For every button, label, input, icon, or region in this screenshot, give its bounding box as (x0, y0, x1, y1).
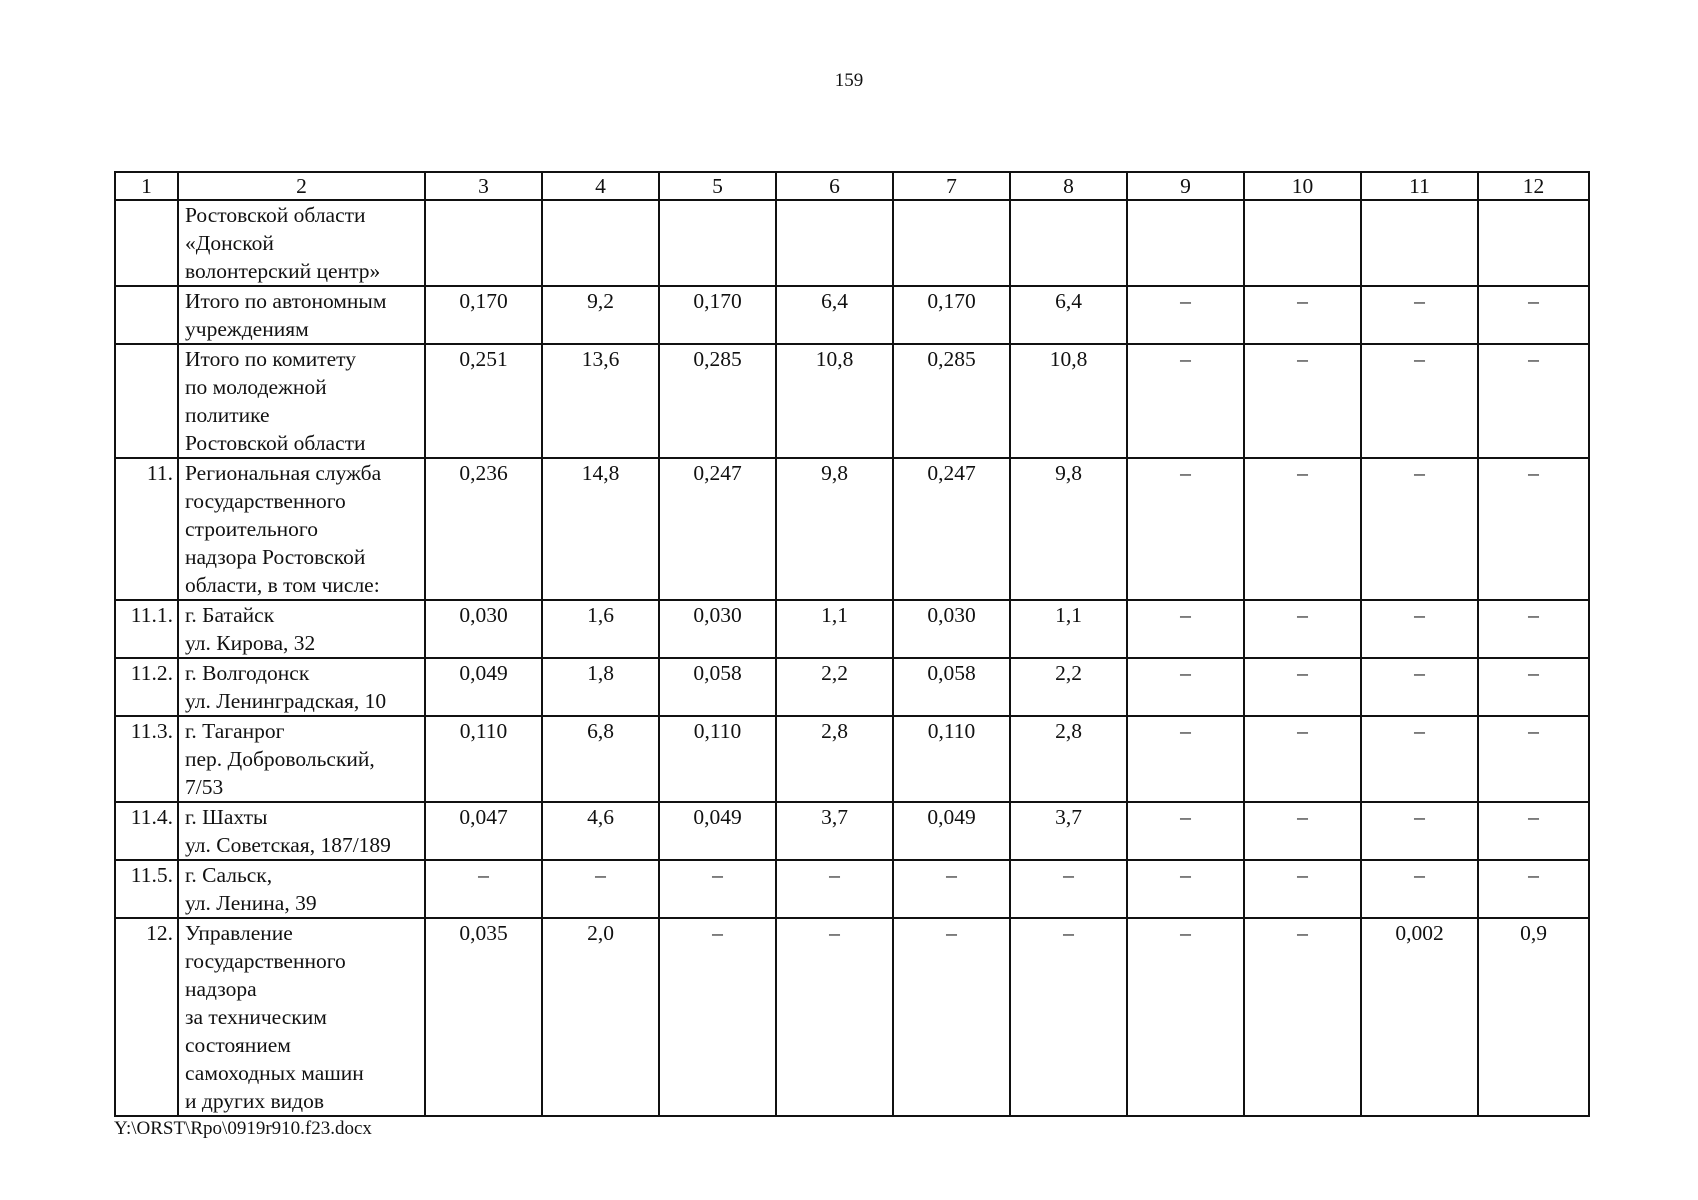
file-path: Y:\ORST\Rpo\0919r910.f23.docx (114, 1118, 372, 1139)
value-cell-col-7 (893, 200, 1010, 286)
value-cell-col-4: 1,6 (542, 600, 659, 658)
value-cell-col-12: – (1478, 286, 1589, 344)
value-cell-col-11: – (1361, 600, 1478, 658)
row-number-cell: 11.2. (115, 658, 178, 716)
value-cell-col-4: 2,0 (542, 918, 659, 1116)
value-cell-col-6: – (776, 918, 893, 1116)
row-name-cell: Итого по комитету по молодежной политике Ростовской области (178, 344, 425, 458)
row-name-cell: г. Шахты ул. Советская, 187/189 (178, 802, 425, 860)
header-cell: 9 (1127, 172, 1244, 200)
header-cell: 10 (1244, 172, 1361, 200)
value-cell-col-4: 9,2 (542, 286, 659, 344)
value-cell-col-9: – (1127, 600, 1244, 658)
value-cell-col-9: – (1127, 658, 1244, 716)
value-cell-col-8: 3,7 (1010, 802, 1127, 860)
value-cell-col-11 (1361, 200, 1478, 286)
value-cell-col-5 (659, 200, 776, 286)
table-row (115, 344, 1589, 458)
value-cell-col-3: – (425, 860, 542, 918)
value-cell-col-7: 0,247 (893, 458, 1010, 600)
value-cell-col-11: – (1361, 286, 1478, 344)
header-cell: 3 (425, 172, 542, 200)
row-name-cell: г. Волгодонск ул. Ленинградская, 10 (178, 658, 425, 716)
value-cell-col-6: 1,1 (776, 600, 893, 658)
value-cell-col-5: 0,285 (659, 344, 776, 458)
value-cell-col-7: 0,110 (893, 716, 1010, 802)
value-cell-col-4: 14,8 (542, 458, 659, 600)
row-number-cell: 11. (115, 458, 178, 600)
value-cell-col-5: – (659, 860, 776, 918)
value-cell-col-3: 0,049 (425, 658, 542, 716)
value-cell-col-9: – (1127, 344, 1244, 458)
value-cell-col-10: – (1244, 658, 1361, 716)
value-cell-col-4: 1,8 (542, 658, 659, 716)
value-cell-col-6: 9,8 (776, 458, 893, 600)
value-cell-col-11: – (1361, 658, 1478, 716)
value-cell-col-12: – (1478, 458, 1589, 600)
value-cell-col-9: – (1127, 716, 1244, 802)
value-cell-col-7: – (893, 860, 1010, 918)
table-row (115, 658, 1589, 716)
value-cell-col-11: – (1361, 458, 1478, 600)
value-cell-col-4 (542, 200, 659, 286)
value-cell-col-10: – (1244, 458, 1361, 600)
value-cell-col-10: – (1244, 860, 1361, 918)
value-cell-col-5: 0,030 (659, 600, 776, 658)
table-row (115, 802, 1589, 860)
value-cell-col-11: – (1361, 802, 1478, 860)
value-cell-col-12: – (1478, 860, 1589, 918)
table-row (115, 600, 1589, 658)
value-cell-col-3: 0,047 (425, 802, 542, 860)
value-cell-col-12: – (1478, 658, 1589, 716)
value-cell-col-8: 9,8 (1010, 458, 1127, 600)
header-cell: 11 (1361, 172, 1478, 200)
value-cell-col-12: 0,9 (1478, 918, 1589, 1116)
value-cell-col-10 (1244, 200, 1361, 286)
header-cell: 12 (1478, 172, 1589, 200)
value-cell-col-4: – (542, 860, 659, 918)
value-cell-col-3: 0,110 (425, 716, 542, 802)
value-cell-col-6: 6,4 (776, 286, 893, 344)
row-number-cell: 12. (115, 918, 178, 1116)
row-name-cell: Региональная служба государственного строительного надзора Ростовской области, в том числе: (178, 458, 425, 600)
value-cell-col-11: – (1361, 860, 1478, 918)
value-cell-col-5: 0,049 (659, 802, 776, 860)
row-number-cell: 11.3. (115, 716, 178, 802)
value-cell-col-5: 0,058 (659, 658, 776, 716)
value-cell-col-8: 6,4 (1010, 286, 1127, 344)
value-cell-col-7: 0,170 (893, 286, 1010, 344)
value-cell-col-6: 2,8 (776, 716, 893, 802)
value-cell-col-3: 0,236 (425, 458, 542, 600)
value-cell-col-5: – (659, 918, 776, 1116)
value-cell-col-10: – (1244, 716, 1361, 802)
header-cell: 2 (178, 172, 425, 200)
value-cell-col-10: – (1244, 802, 1361, 860)
header-row (115, 172, 1589, 200)
value-cell-col-3: 0,035 (425, 918, 542, 1116)
value-cell-col-6: – (776, 860, 893, 918)
value-cell-col-8 (1010, 200, 1127, 286)
value-cell-col-5: 0,110 (659, 716, 776, 802)
value-cell-col-10: – (1244, 600, 1361, 658)
value-cell-col-12 (1478, 200, 1589, 286)
value-cell-col-9: – (1127, 860, 1244, 918)
table-row (115, 458, 1589, 600)
page-number: 159 (834, 70, 864, 91)
table-row (115, 716, 1589, 802)
row-name-cell: Ростовской области «Донской волонтерский центр» (178, 200, 425, 286)
value-cell-col-6: 2,2 (776, 658, 893, 716)
row-name-cell: г. Таганрог пер. Добровольский, 7/53 (178, 716, 425, 802)
value-cell-col-8: 2,2 (1010, 658, 1127, 716)
value-cell-col-6: 10,8 (776, 344, 893, 458)
value-cell-col-6 (776, 200, 893, 286)
header-cell: 6 (776, 172, 893, 200)
table-row (115, 286, 1589, 344)
value-cell-col-6: 3,7 (776, 802, 893, 860)
value-cell-col-8: 10,8 (1010, 344, 1127, 458)
value-cell-col-9: – (1127, 802, 1244, 860)
table-row (115, 918, 1589, 1116)
value-cell-col-4: 13,6 (542, 344, 659, 458)
value-cell-col-12: – (1478, 802, 1589, 860)
table-row (115, 860, 1589, 918)
row-number-cell: 11.5. (115, 860, 178, 918)
header-cell: 7 (893, 172, 1010, 200)
value-cell-col-10: – (1244, 344, 1361, 458)
value-cell-col-8: 1,1 (1010, 600, 1127, 658)
row-name-cell: г. Батайск ул. Кирова, 32 (178, 600, 425, 658)
value-cell-col-11: – (1361, 344, 1478, 458)
table-body (115, 172, 1589, 1116)
value-cell-col-8: – (1010, 860, 1127, 918)
value-cell-col-3 (425, 200, 542, 286)
data-table (114, 171, 1590, 1117)
value-cell-col-7: 0,049 (893, 802, 1010, 860)
header-cell: 8 (1010, 172, 1127, 200)
value-cell-col-10: – (1244, 918, 1361, 1116)
value-cell-col-9 (1127, 200, 1244, 286)
value-cell-col-7: 0,285 (893, 344, 1010, 458)
value-cell-col-10: – (1244, 286, 1361, 344)
value-cell-col-11: 0,002 (1361, 918, 1478, 1116)
value-cell-col-8: – (1010, 918, 1127, 1116)
table-row (115, 200, 1589, 286)
value-cell-col-4: 4,6 (542, 802, 659, 860)
header-cell: 5 (659, 172, 776, 200)
value-cell-col-5: 0,247 (659, 458, 776, 600)
value-cell-col-9: – (1127, 286, 1244, 344)
header-cell: 1 (115, 172, 178, 200)
row-name-cell: Итого по автономным учреждениям (178, 286, 425, 344)
row-name-cell: Управление государственного надзора за техническим состоянием самоходных машин и других видов (178, 918, 425, 1116)
value-cell-col-3: 0,170 (425, 286, 542, 344)
value-cell-col-11: – (1361, 716, 1478, 802)
row-number-cell (115, 344, 178, 458)
value-cell-col-3: 0,030 (425, 600, 542, 658)
value-cell-col-4: 6,8 (542, 716, 659, 802)
row-number-cell (115, 286, 178, 344)
value-cell-col-9: – (1127, 918, 1244, 1116)
value-cell-col-7: 0,030 (893, 600, 1010, 658)
value-cell-col-12: – (1478, 600, 1589, 658)
value-cell-col-7: – (893, 918, 1010, 1116)
value-cell-col-9: – (1127, 458, 1244, 600)
value-cell-col-7: 0,058 (893, 658, 1010, 716)
header-cell: 4 (542, 172, 659, 200)
value-cell-col-12: – (1478, 344, 1589, 458)
value-cell-col-3: 0,251 (425, 344, 542, 458)
row-number-cell (115, 200, 178, 286)
value-cell-col-5: 0,170 (659, 286, 776, 344)
value-cell-col-8: 2,8 (1010, 716, 1127, 802)
value-cell-col-12: – (1478, 716, 1589, 802)
row-number-cell: 11.1. (115, 600, 178, 658)
row-number-cell: 11.4. (115, 802, 178, 860)
row-name-cell: г. Сальск, ул. Ленина, 39 (178, 860, 425, 918)
